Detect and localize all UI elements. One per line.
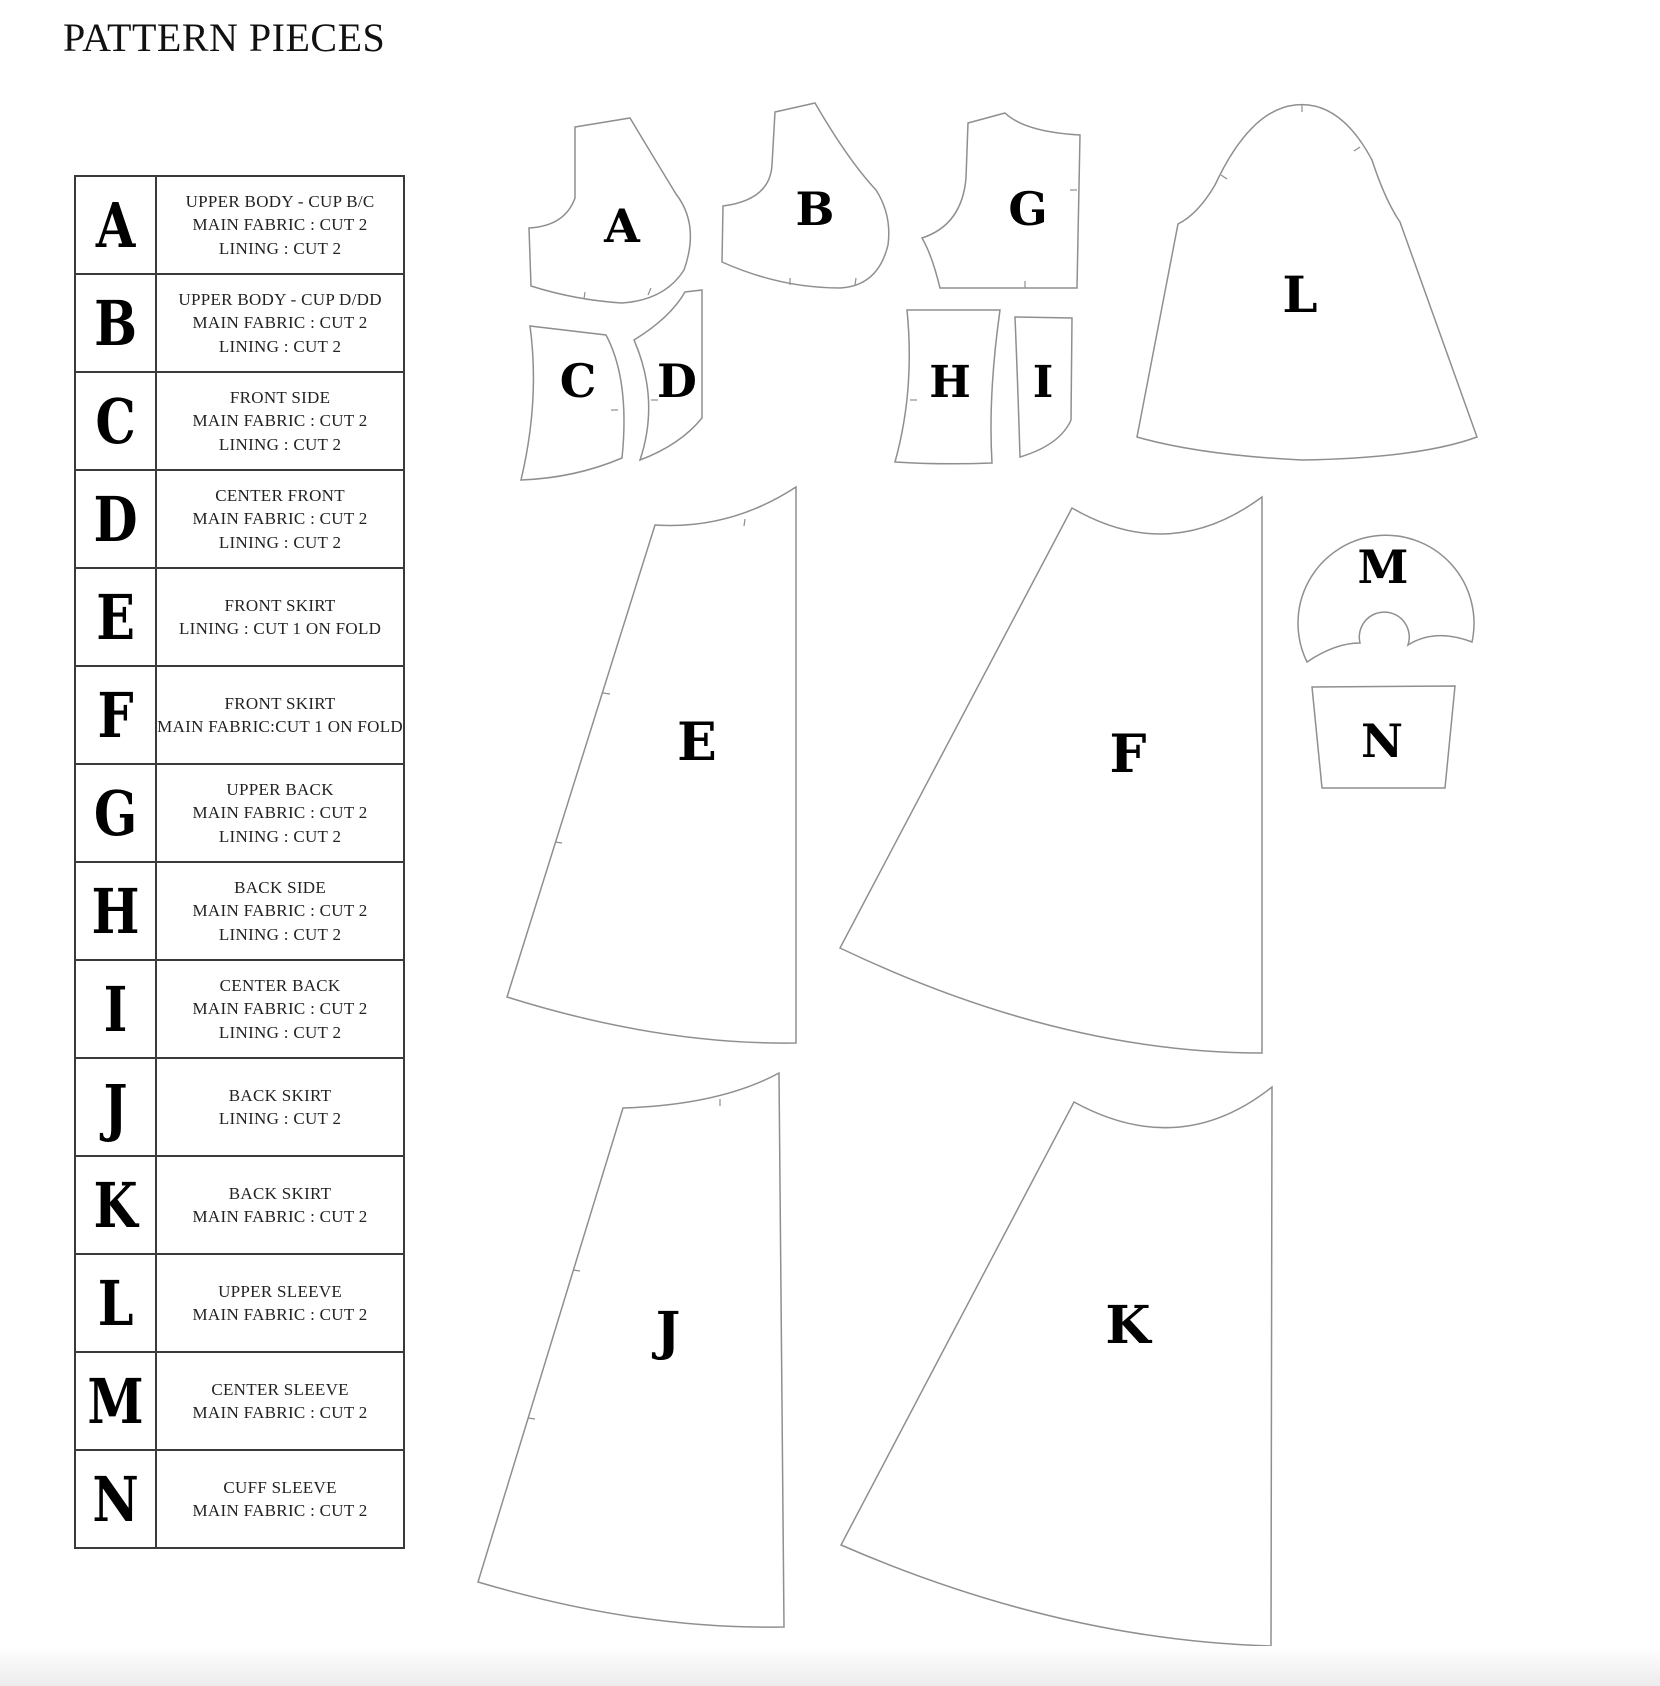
- piece-label-l: L: [1282, 265, 1318, 324]
- piece-label-m: M: [1357, 540, 1409, 594]
- pattern-piece-k[interactable]: [841, 1087, 1272, 1646]
- legend-description-line: CENTER FRONT: [215, 485, 345, 505]
- legend-description-line: MAIN FABRIC : CUT 2: [192, 999, 368, 1019]
- legend-letter: N: [82, 1450, 149, 1548]
- piece-label-a: A: [604, 199, 640, 253]
- pattern-piece-b[interactable]: [722, 103, 889, 288]
- legend-description-line: MAIN FABRIC : CUT 2: [192, 313, 368, 333]
- page-title: PATTERN PIECES: [63, 15, 386, 60]
- piece-label-k: K: [1105, 1295, 1151, 1356]
- pattern-piece-d[interactable]: [634, 290, 702, 460]
- legend-description-line: UPPER SLEEVE: [218, 1281, 343, 1301]
- legend-description-line: BACK SIDE: [234, 877, 327, 897]
- piece-label-n: N: [1360, 714, 1404, 768]
- piece-label-d: D: [657, 354, 697, 408]
- legend-description-line: MAIN FABRIC : CUT 2: [192, 803, 368, 823]
- legend-description-line: MAIN FABRIC:CUT 1 ON FOLD: [157, 717, 403, 736]
- pattern-piece-l[interactable]: [1137, 105, 1477, 460]
- legend-description-line: LINING : CUT 2: [218, 1109, 342, 1128]
- legend-description-line: MAIN FABRIC : CUT 2: [192, 1501, 368, 1520]
- legend-description-line: LINING : CUT 2: [218, 238, 342, 258]
- legend-letter: L: [82, 1254, 149, 1352]
- pattern-piece-i[interactable]: [1015, 317, 1072, 457]
- legend-letter: H: [82, 862, 149, 960]
- legend-description-line: LINING : CUT 1 ON FOLD: [178, 619, 382, 638]
- legend-description-line: LINING : CUT 2: [218, 1022, 342, 1042]
- legend-description-line: MAIN FABRIC : CUT 2: [192, 509, 368, 529]
- legend-description-line: FRONT SIDE: [229, 387, 331, 407]
- legend-description-line: UPPER BACK: [226, 779, 334, 799]
- legend-description-line: UPPER BODY - CUP D/DD: [178, 289, 382, 309]
- legend-letter: E: [82, 568, 149, 666]
- legend-description-line: MAIN FABRIC : CUT 2: [192, 411, 368, 431]
- legend-letter: F: [82, 666, 149, 764]
- legend-description-line: LINING : CUT 2: [218, 532, 342, 552]
- pattern-piece-n[interactable]: [1312, 686, 1455, 788]
- piece-label-g: G: [1008, 182, 1048, 236]
- piece-label-j: J: [655, 1301, 681, 1362]
- piece-label-h: H: [929, 357, 971, 408]
- piece-label-i: I: [1032, 357, 1054, 408]
- legend-letter: I: [82, 960, 149, 1058]
- legend-description-line: BACK SKIRT: [228, 1085, 332, 1105]
- legend-description-line: UPPER BODY - CUP B/C: [185, 191, 375, 211]
- page-bottom-shadow: [0, 1646, 1660, 1686]
- legend-description-line: MAIN FABRIC : CUT 2: [192, 901, 368, 921]
- pattern-piece-c[interactable]: [521, 326, 624, 480]
- legend-description-line: FRONT SKIRT: [224, 595, 336, 615]
- legend-description-line: MAIN FABRIC : CUT 2: [192, 215, 368, 235]
- legend-letter: K: [82, 1156, 149, 1254]
- legend-description-line: LINING : CUT 2: [218, 434, 342, 454]
- pattern-piece-e[interactable]: [507, 487, 796, 1043]
- legend-letter: A: [82, 176, 149, 274]
- legend-description-line: LINING : CUT 2: [218, 826, 342, 846]
- pattern-piece-h[interactable]: [895, 310, 1000, 464]
- legend-description-line: MAIN FABRIC : CUT 2: [192, 1207, 368, 1226]
- legend-letter: D: [82, 470, 149, 568]
- piece-label-b: B: [795, 182, 835, 236]
- legend-description-line: FRONT SKIRT: [224, 693, 336, 713]
- legend-letter: M: [82, 1352, 149, 1450]
- legend-letter: G: [82, 764, 149, 862]
- piece-label-e: E: [677, 712, 717, 773]
- legend-description-line: BACK SKIRT: [228, 1183, 332, 1203]
- legend-description-line: CUFF SLEEVE: [223, 1477, 337, 1497]
- legend-description-line: LINING : CUT 2: [218, 924, 342, 944]
- piece-label-f: F: [1109, 724, 1147, 785]
- pattern-piece-f[interactable]: [840, 497, 1262, 1053]
- piece-label-c: C: [559, 354, 597, 408]
- legend-letter: J: [82, 1058, 149, 1156]
- pattern-piece-m[interactable]: [1298, 535, 1474, 662]
- pattern-piece-a[interactable]: [529, 118, 690, 303]
- legend-description-line: CENTER SLEEVE: [211, 1379, 349, 1399]
- pattern-piece-j[interactable]: [478, 1073, 784, 1627]
- legend-description-line: CENTER BACK: [219, 975, 341, 995]
- legend-letter: C: [82, 372, 149, 470]
- legend-letter: B: [82, 274, 149, 372]
- pattern-piece-g[interactable]: [922, 113, 1080, 288]
- legend-description-line: MAIN FABRIC : CUT 2: [192, 1305, 368, 1324]
- legend-description-line: LINING : CUT 2: [218, 336, 342, 356]
- legend-description-line: MAIN FABRIC : CUT 2: [192, 1403, 368, 1422]
